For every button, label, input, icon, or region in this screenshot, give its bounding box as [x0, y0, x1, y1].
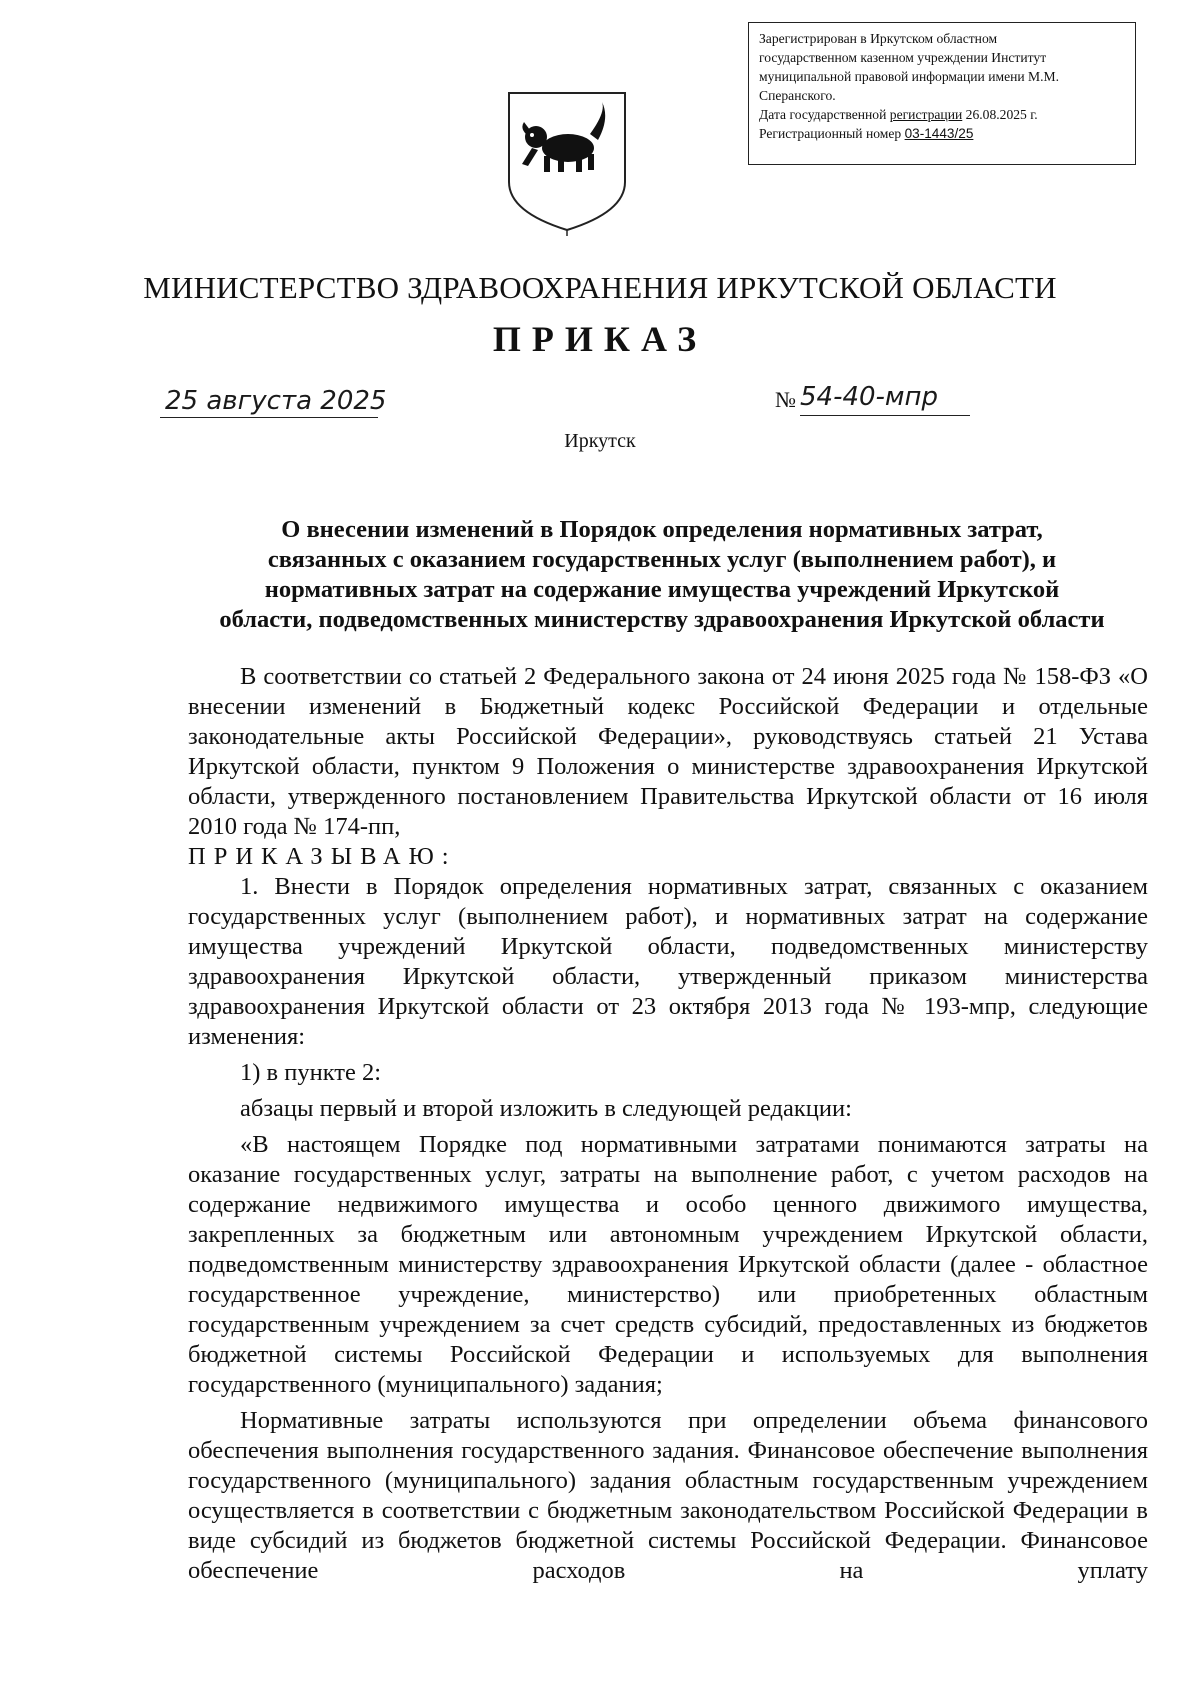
registration-line: Сперанского.	[759, 88, 836, 103]
registration-line: государственном казенном учреждении Институт	[759, 50, 1047, 65]
sub-item-1: 1) в пункте 2:	[240, 1059, 382, 1086]
registration-stamp	[748, 22, 1136, 165]
document-type: ПРИКАЗ	[492, 319, 708, 359]
title-line: нормативных затрат на содержание имущества учреждений Иркутской	[264, 576, 1060, 603]
registration-number: Регистрационный номер 03-1443/25	[759, 126, 974, 141]
preamble-paragraph: В соответствии со статьей 2 Федерального закона от 24 июня 2025 года № 158-ФЗ «О внесении изменений в Бюджетный кодекс Российской Федерации и отдельные законодательные акты Российской Федерации», руководствуясь статьей 21 Устава Иркутской области, пунктом 9 Положения о министерстве здравоохранения Иркутской области, утвержденного постановлением Правительства Иркутской области от 16 июля 2010 года № 174-пп,	[188, 663, 1148, 840]
handwritten-date: 25 августа 2025	[165, 386, 387, 416]
quoted-paragraph-1: «В настоящем Порядке под нормативными затратами понимаются затраты на оказание государственных услуг, затраты на выполнение работ, с учетом расходов на содержание недвижимого имущества и особо ценного движимого имущества, закрепленных за бюджетным или автономным учреждением Иркутской области, подведомственным министерству здравоохранения Иркутской области (далее - областное государственное учреждение, министерство) или приобретенных областным государственным учреждением за счет средств субсидий, предоставленных из бюджетов бюджетной системы Российской Федерации и используемых для выполнения государственного (муниципального) задания;	[188, 1131, 1148, 1398]
item-1-paragraph: 1. Внести в Порядок определения нормативных затрат, связанных с оказанием государственных услуг (выполнением работ), и нормативных затрат на содержание имущества учреждений Иркутской области, подведомственных министерству здравоохранения Иркутской области, утвержденный приказом министерства здравоохранения Иркутской области от 23 октября 2013 года № 193-мпр, следующие изменения:	[188, 873, 1148, 1050]
number-label: №	[775, 387, 796, 412]
title-line: О внесении изменений в Порядок определения нормативных затрат,	[281, 516, 1043, 543]
title-line: области, подведомственных министерству здравоохранения Иркутской области	[219, 606, 1105, 633]
document-title	[180, 515, 1144, 635]
registration-line: Зарегистрирован в Иркутском областном	[759, 31, 998, 46]
document-body	[188, 662, 1148, 1586]
quoted-paragraph-2: Нормативные затраты используются при определении объема финансового обеспечения выполнения государственного задания. Финансовое обеспечение выполнения государственного (муниципального) задания областным государственным учреждением осуществляется в соответствии с бюджетным законодательством Российской Федерации в виде субсидий из бюджетов бюджетной системы Российской Федерации. Финансовое обеспечение расходов на уплату	[188, 1407, 1148, 1584]
registration-date: Дата государственной регистрации 26.08.2025 г.	[759, 107, 1038, 122]
title-line: связанных с оказанием государственных услуг (выполнением работ), и	[267, 546, 1057, 573]
date-underline	[160, 417, 378, 418]
city: Иркутск	[564, 430, 636, 452]
number-underline	[800, 415, 970, 416]
sub-item-1-text: абзацы первый и второй изложить в следующей редакции:	[240, 1095, 852, 1122]
ministry-name: МИНИСТЕРСТВО ЗДРАВООХРАНЕНИЯ ИРКУТСКОЙ ОБЛАСТИ	[143, 270, 1057, 305]
coat-of-arms-icon	[506, 90, 628, 238]
order-word: ПРИКАЗЫВАЮ:	[188, 843, 457, 870]
handwritten-number: 54-40-мпр	[800, 382, 939, 412]
registration-line: муниципальной правовой информации имени М.М.	[759, 69, 1060, 84]
